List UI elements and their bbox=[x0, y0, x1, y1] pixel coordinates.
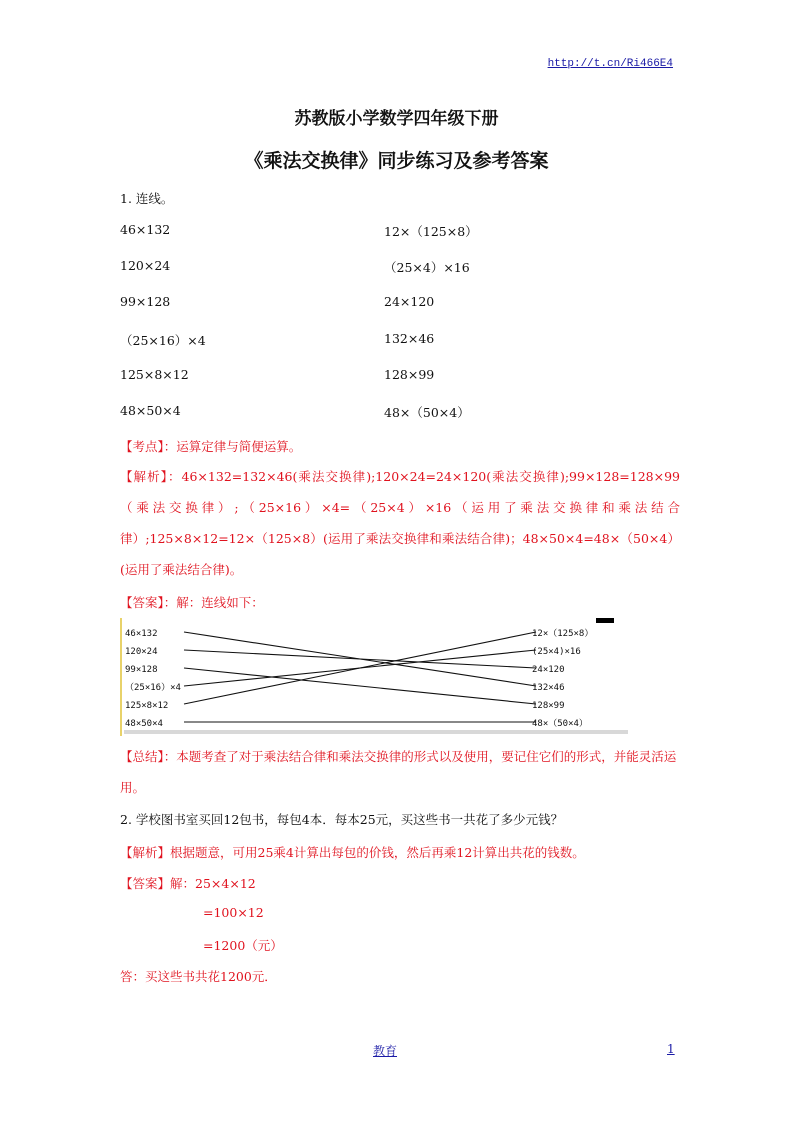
diagram-right-label: 128×99 bbox=[532, 701, 565, 711]
diagram-marker bbox=[596, 618, 614, 623]
matching-diagram-svg bbox=[120, 618, 634, 736]
q1-zongjie bbox=[120, 741, 680, 803]
diagram-left-label: 125×8×12 bbox=[125, 701, 169, 711]
q1-right-item: 24×120 bbox=[384, 294, 435, 309]
diagram-connection-line bbox=[184, 668, 536, 704]
q1-right-item: 132×46 bbox=[384, 331, 435, 346]
q1-left-item: （25×16）×4 bbox=[120, 333, 206, 348]
diagram-right-label: (25×4)×16 bbox=[532, 647, 581, 657]
matching-diagram bbox=[120, 618, 634, 736]
answer-text: 解：连线如下： bbox=[176, 595, 264, 610]
q1-left-item: 99×128 bbox=[120, 294, 171, 309]
q1-right-item: 12×（125×8） bbox=[384, 224, 478, 239]
answer-label: 【答案】： bbox=[120, 595, 177, 610]
q1-left-item: 125×8×12 bbox=[120, 367, 189, 382]
q1-left-item: 48×50×4 bbox=[120, 403, 181, 418]
zongjie-label: 【总结】： bbox=[120, 749, 177, 764]
q1-jiexi bbox=[120, 461, 680, 585]
diagram-connection-line bbox=[184, 632, 536, 704]
kaodian-text: 运算定律与简便运算。 bbox=[176, 439, 302, 454]
jiexi-label: 【解析】： bbox=[120, 469, 182, 484]
q1-answer bbox=[120, 593, 264, 611]
page-subtitle: 《乘法交换律》同步练习及参考答案 bbox=[244, 150, 549, 172]
q2-answer-label: 【答案】 bbox=[120, 876, 171, 891]
q2-answer-line2: =100×12 bbox=[203, 905, 264, 920]
diagram-right-label: 24×120 bbox=[532, 665, 565, 675]
diagram-right-label: 48×（50×4） bbox=[532, 719, 588, 729]
diagram-bottom-border bbox=[124, 730, 628, 734]
diagram-left-label: 120×24 bbox=[125, 647, 158, 657]
q2-answer-line3: =1200（元） bbox=[203, 938, 283, 953]
zongjie-text: 本题考查了对于乘法结合律和乘法交换律的形式以及使用，要记住它们的形式，并能灵活运用。 bbox=[120, 749, 677, 795]
page-number: 1 bbox=[667, 1042, 675, 1056]
q2-jiexi bbox=[120, 843, 585, 861]
diagram-left-label: （25×16）×4 bbox=[125, 683, 181, 693]
q1-left-item: 46×132 bbox=[120, 222, 171, 237]
q1-right-item: （25×4）×16 bbox=[384, 260, 470, 275]
q2-jiexi-text: 根据题意，可用25乘4计算出每包的价钱，然后再乘12计算出共花的钱数。 bbox=[170, 845, 585, 860]
footer-link[interactable]: 教育 bbox=[373, 1044, 398, 1058]
q1-kaodian bbox=[120, 437, 301, 455]
diagram-connection-line bbox=[184, 650, 536, 668]
header-url-link[interactable]: http://t.cn/Ri466E4 bbox=[547, 58, 673, 70]
diagram-right-label: 12×（125×8） bbox=[532, 629, 594, 639]
q1-heading: 1. 连线。 bbox=[120, 191, 174, 206]
diagram-right-label: 132×46 bbox=[532, 683, 565, 693]
kaodian-label: 【考点】： bbox=[120, 439, 177, 454]
q1-right-item: 48×（50×4） bbox=[384, 405, 470, 420]
page-title: 苏教版小学数学四年级下册 bbox=[294, 109, 499, 129]
jiexi-text: 46×132=132×46(乘法交换律);120×24=24×120(乘法交换律);99×128=128×99（乘法交换律）;（25×16）×4=（25×4）×16（运用了乘法交换律和乘法结合律）;125×8×12=12×（125×8）(运用了乘法交换律和乘法结合律)；48×50×4=48×（50×4）(运用了乘法结合律)。 bbox=[120, 469, 680, 577]
diagram-left-label: 46×132 bbox=[125, 629, 158, 639]
diagram-left-border bbox=[120, 618, 122, 736]
q1-right-item: 128×99 bbox=[384, 367, 435, 382]
q2-jiexi-label: 【解析】 bbox=[120, 845, 171, 860]
q2-question: 2. 学校图书室买回12包书，每包4本．每本25元，买这些书一共花了多少元钱？ bbox=[120, 812, 564, 827]
q2-answer-line1: 解：25×4×12 bbox=[170, 876, 256, 891]
q1-left-item: 120×24 bbox=[120, 258, 171, 273]
diagram-left-label: 99×128 bbox=[125, 665, 158, 675]
diagram-left-label: 48×50×4 bbox=[125, 719, 163, 729]
q2-answer bbox=[120, 874, 256, 892]
q2-final-answer: 答：买这些书共花1200元． bbox=[120, 969, 277, 984]
